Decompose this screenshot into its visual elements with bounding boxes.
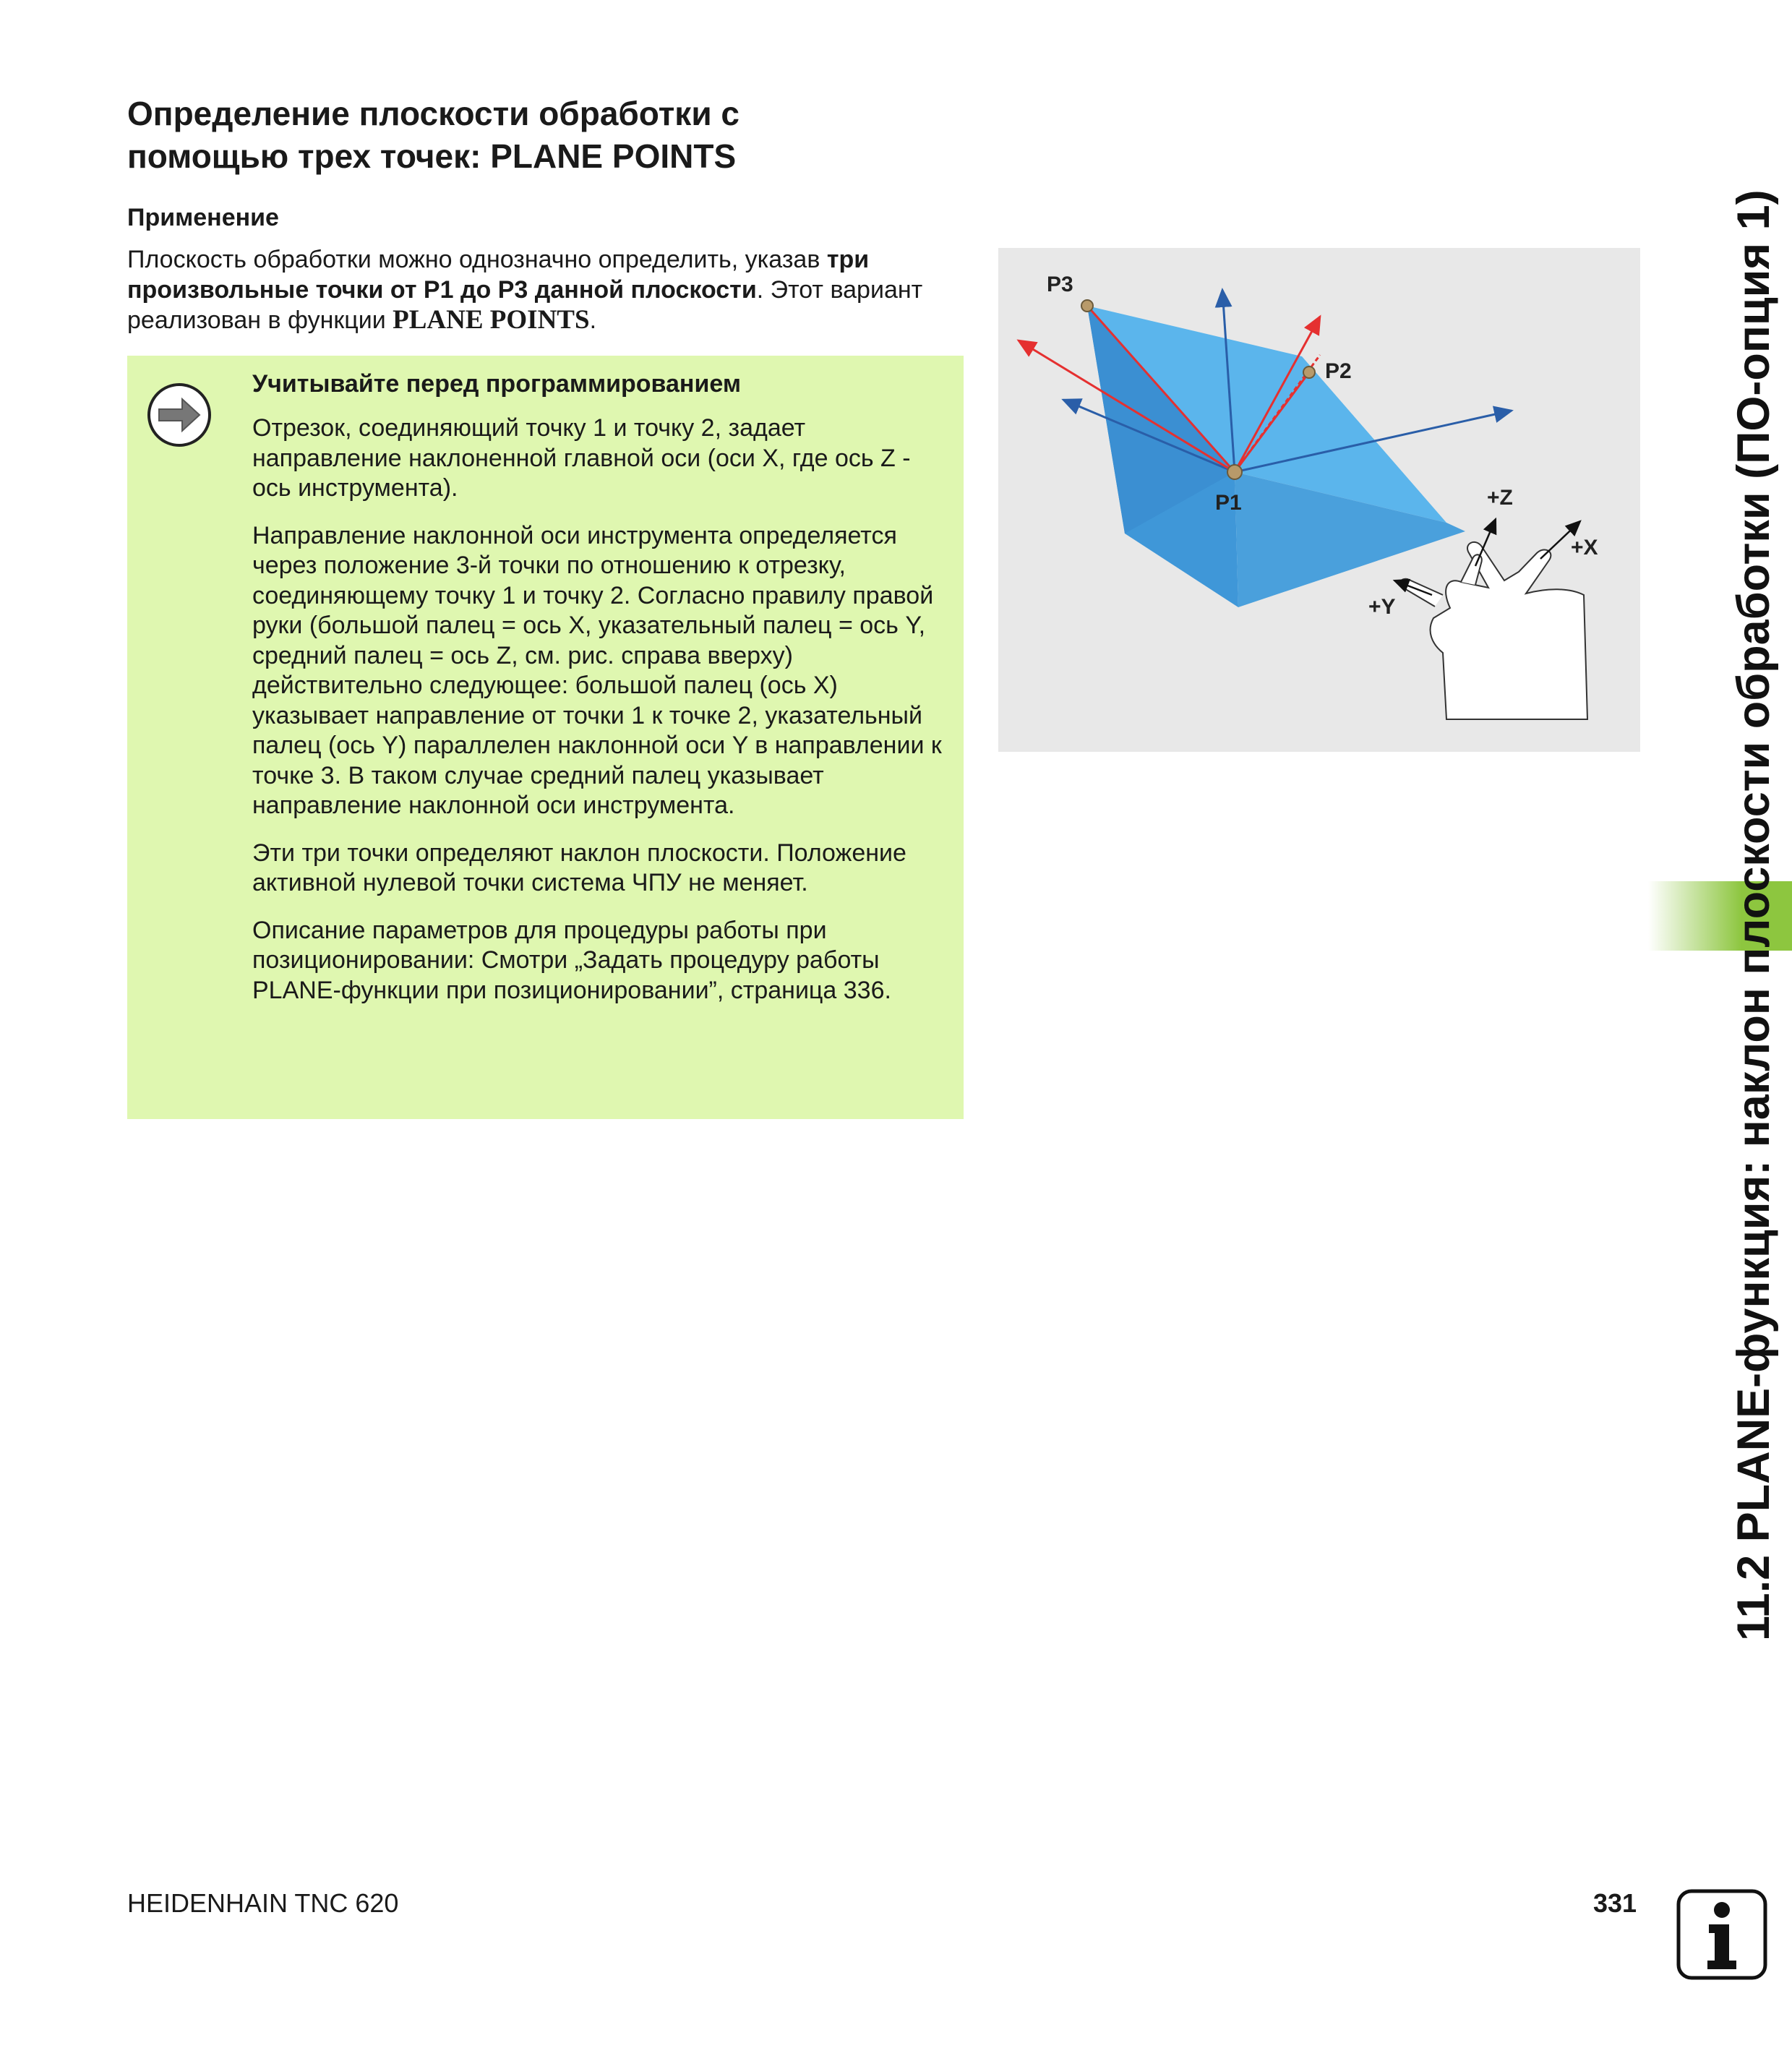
page-title [127,93,995,178]
intro-text-1: Плоскость обработки можно однозначно определить, указав [127,246,827,273]
point-p3 [1081,300,1093,312]
label-z: +Z [1487,486,1513,510]
label-p3: P3 [1047,273,1073,296]
intro-end: . [589,307,597,334]
intro-paragraph [127,244,966,335]
chapter-sidebar-title: 11.2 PLANE-функция: наклон плоскости обработки (ПО-опция 1) [1728,189,1779,1641]
point-p2 [1303,367,1315,378]
note-paragraph-4: Описание параметров для процедуры работы при позиционировании: Смотри „Задать процедуру работы PLANE-функции при позиционировании”, страница 336. [252,916,891,1004]
note-body [252,369,946,1023]
page-number: 331 [1593,1888,1637,1918]
note-box [127,356,964,1119]
title-line-2: помощью трех точек: PLANE POINTS [127,137,737,175]
note-paragraph-2: Направление наклонной оси инструмента определяется через положение 3-й точки по отношению к отрезку, соединяющему точку 1 и точку 2. Согласно правилу правой руки (большой палец = ось X, указательный палец = ось Y, средний палец = ось Z, см. рис. справа вверху) действительно следующее: большой палец (ось X) указывает направление от точки 1 к точке 2, указательный палец (ось Y) параллелен наклонной оси Y в направлении к точке 3. В таком случае средний палец указывает направление наклонной оси инструмента. [252,521,942,819]
note-paragraph-3: Эти три точки определяют наклон плоскости. Положение активной нулевой точки система ЧПУ не меняет. [252,839,906,896]
note-paragraph-1: Отрезок, соединяющий точку 1 и точку 2, задает направление наклоненной главной оси (оси X, где ось Z - ось инструмента). [252,414,911,502]
footer-product-name: HEIDENHAIN TNC 620 [127,1888,399,1918]
point-p1 [1227,465,1242,479]
title-line-1: Определение плоскости обработки с [127,95,739,132]
intro-bold: три произвольные точки от Р1 до Р3 данной плоскости [127,246,870,304]
label-p1: P1 [1215,491,1242,515]
section-subheading: Применение [127,204,279,231]
info-icon [1676,1888,1768,1981]
arrow-right-icon [146,382,213,448]
note-title: Учитывайте перед программированием [252,370,741,398]
label-x: +X [1571,536,1598,560]
plane-points-figure [998,248,1640,752]
plane-diagram [998,248,1640,752]
intro-text-2: . Этот вариант реализован в функции [127,276,923,334]
right-hand-icon [1400,542,1587,719]
intro-function-name: PLANE POINTS [393,305,590,335]
label-y: +Y [1368,595,1396,619]
label-p2: P2 [1325,359,1352,383]
